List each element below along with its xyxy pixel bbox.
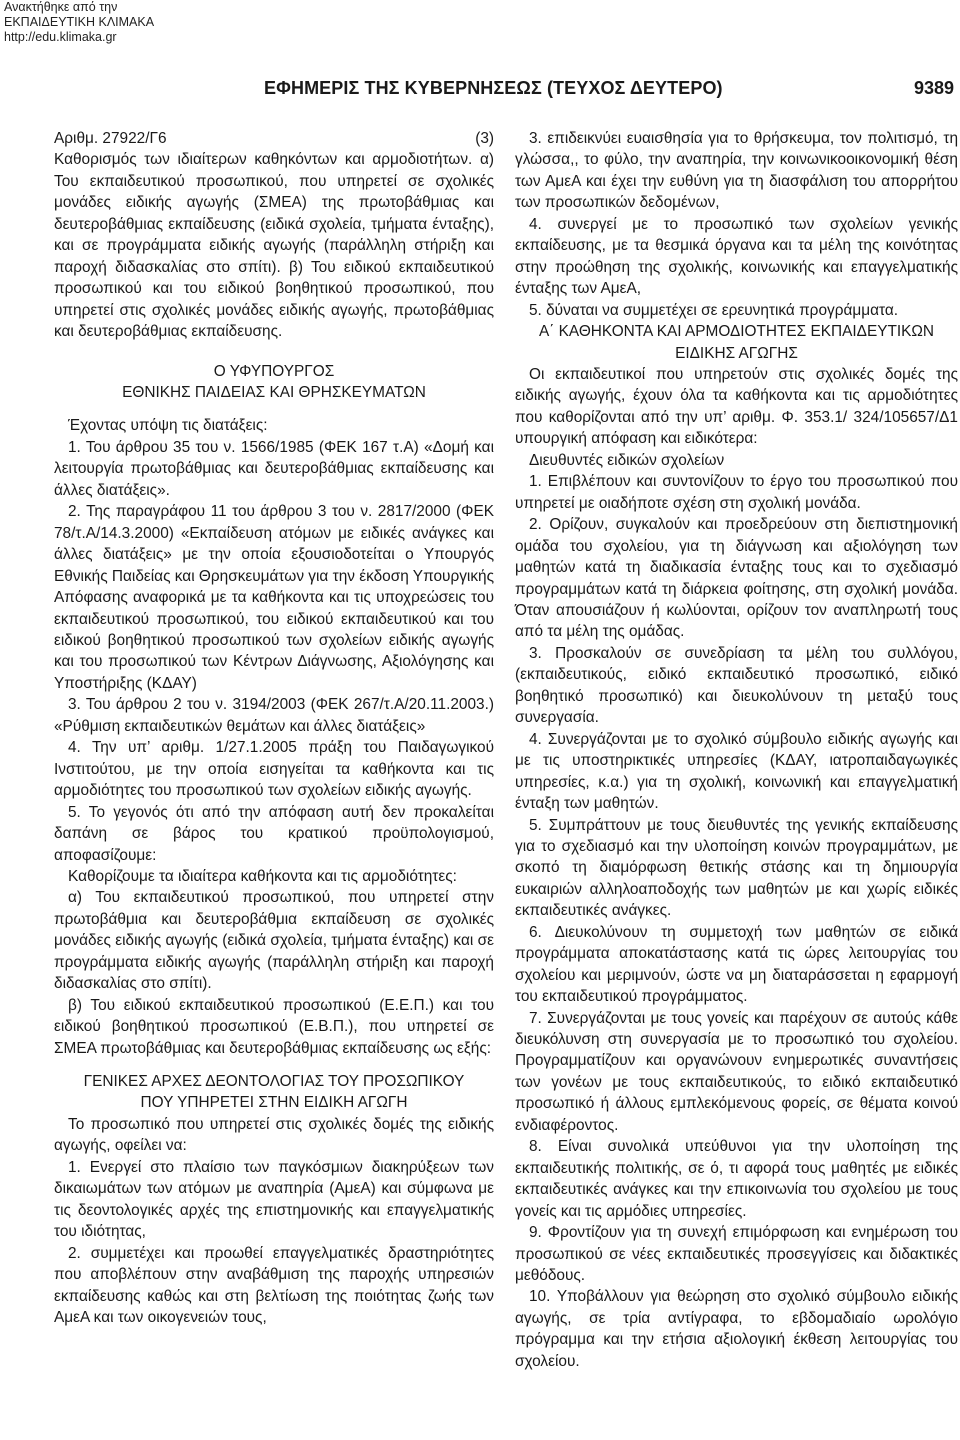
section-a-intro: Οι εκπαιδευτικοί που υπηρετούν στις σχολικές δομές της ειδικής αγωγής, έχουν όλα τα καθήκοντα και τις αρμοδιότητες που καθορίζονται από την υπ’ αριθμ. Φ. 353.1/ 324/105657/Δ1 υπουργική απόφαση και ειδικότερα: xyxy=(515,365,958,448)
director-duty-9: 9. Φροντίζουν για τη συνεχή επιμόρφωση και ενημέρωση του προσωπικού σε νέες εκπαιδευτικές προσεγγίσεις και διδακτικές μεθόδους. xyxy=(515,1224,958,1285)
general-principles-heading-2: ΠΟΥ ΥΠΗΡΕΤΕΙ ΣΤΗΝ ΕΙΔΙΚΗ ΑΓΩΓΗ xyxy=(140,1094,408,1112)
director-duty-8: 8. Είναι συνολικά υπεύθυνοι για την υλοποίηση της εκπαιδευτικής πολιτικής, σε ό, τι αφορά τους μαθητές με ειδικές εκπαιδευτικές ανάγκες και την επικοινωνία του σχολείου με τους γονείς και τις αρμόδιες υπηρεσίες. xyxy=(515,1138,958,1220)
director-duty-6: 6. Διευκολύνουν τη συμμετοχή των μαθητών σε ειδικά προγράμματα αποκατάστασης κατά τις ώρες λειτουργίας του σχολείου και μεριμνούν, ώστε να μη διαταράσσεται η εφαρμογή του εκπαιδευτικού προγράμματος. xyxy=(515,923,958,1006)
director-duty-4: 4. Συνεργάζονται με το σχολικό σύμβουλο ειδικής αγωγής και με τις υποστηρικτικές υπηρεσίες (ΚΔΑΥ, ιατροπαιδαγωγικές υπηρεσίες, κ.α.) για τη σχολική, κοινωνική και επαγγελματική ένταξη των μαθητών. xyxy=(515,730,958,813)
general-principles-heading-1: ΓΕΝΙΚΕΣ ΑΡΧΕΣ ΔΕΟΝΤΟΛΟΓΙΑΣ ΤΟΥ ΠΡΟΣΩΠΙΚΟΥ xyxy=(83,1073,465,1091)
director-duty-1: 1. Επιβλέπουν και συντονίζουν το έργο του προσωπικού που υπηρετεί με οιαδήποτε σχέση στη σχολική μονάδα. xyxy=(515,473,958,512)
source-line-1: Ανακτήθηκε από την xyxy=(4,0,118,14)
director-duty-10: 10. Υποβάλλουν για θεώρηση στο σχολικό σύμβουλο ειδικής αγωγής, σε τρία αντίγραφα, το εβδομαδιαίο ωρολόγιο πρόγραμμα και την ετήσια αξιολογική έκθεση λειτουργίας του σχολείου. xyxy=(515,1288,958,1370)
director-duty-7: 7. Συνεργάζονται με τους γονείς και παρέχουν σε αυτούς κάθε διευκόλυνση στη συνεργασία με το προσωπικό του σχολείου. Προγραμματίζουν και οργανώνουν ενημερωτικές συναντήσεις των γονέων με τους εκπαιδευτικούς, το ειδικό εκπαιδευτικό προσωπικό ή άλλους εμπλεκόμενους φορείς, σε θέματα κοινού ενδιαφέροντος. xyxy=(515,1009,958,1134)
duty-item-5: 5. δύναται να συμμετέχει σε ερευνητικά προγράμματα. xyxy=(529,301,899,319)
define-intro: Καθορίζουμε τα ιδιαίτερα καθήκοντα και τις αρμοδιότητες: xyxy=(68,867,457,885)
decision-subject: Καθορισμός των ιδιαίτερων καθηκόντων και αρμοδιοτήτων. α) Του εκπαιδευτικού προσωπικού, που υπηρετεί σε σχολικές μονάδες ειδικής αγωγής (ΣΜΕΑ) της πρωτοβάθμιας και δευτεροβάθμιας εκπαίδευσης (ειδικά σχολεία, τμήματα ένταξης), και σε προγράμματα ειδικής αγωγής (παράλληλη στήριξη και παροχή διδασκαλίας στο σπίτι). β) Του ειδικού εκπαιδευτικού προσωπικού και του ειδικού βοηθητικού προσωπικού, που υπηρετεί στις σχολικές μονάδες ειδικής αγωγής, πρωτοβάθμιας και δευτεροβάθμιας εκπαίδευσης. xyxy=(54,151,494,341)
duty-item-1: 1. Ενεργεί στο πλαίσιο των παγκόσμιων διακηρύξεων των δικαιωμάτων των ατόμων με αναπηρία (ΑμεΑ) και σύμφωνα με τις δεοντολογικές αρχές της επιστημονικής και επαγγελματικής του ιδιότητας, xyxy=(54,1158,494,1241)
right-column xyxy=(515,128,958,1372)
section-a-heading-1: Α΄ ΚΑΘΗΚΟΝΤΑ ΚΑΙ ΑΡΜΟΔΙΟΤΗΤΕΣ ΕΚΠΑΙΔΕΥΤΙΚΩΝ xyxy=(538,323,935,341)
decision-tag: (3) xyxy=(475,130,494,147)
director-duty-3: 3. Προσκαλούν σε συνεδρίαση τα μέλη του συλλόγου, (εκπαιδευτικούς, ειδικό εκπαιδευτικό προσωπικό, ειδικό βοηθητικό προσωπικό) και διευκολύνουν τη μεταξύ τους συνεργασία. xyxy=(515,644,958,727)
source-line-2: ΕΚΠΑΙΔΕΥΤΙΚΗ ΚΛΙΜΑΚΑ xyxy=(4,15,155,29)
authority-title: Ο ΥΦΥΠΟΥΡΓΟΣ xyxy=(213,362,335,380)
duty-item-2: 2. συμμετέχει και προωθεί επαγγελματικές δραστηριότητες που αποβλέπουν στην αναβάθμιση της παροχής υπηρεσιών εκπαίδευσης καθώς και στη βελτίωση της ποιότητας ζωής των ΑμεΑ και των οικογενειών τους, xyxy=(54,1244,494,1327)
considering-item-3: 3. Του άρθρου 2 του ν. 3194/2003 (ΦΕΚ 267/τ.Α/20.11.2003.) «Ρύθμιση εκπαιδευτικών θεμάτων και άλλες διατάξεις» xyxy=(54,696,494,735)
section-a-heading-2: ΕΙΔΙΚΗΣ ΑΓΩΓΗΣ xyxy=(675,344,798,362)
director-duty-5: 5. Συμπράττουν με τους διευθυντές της γενικής εκπαίδευσης για το σχεδιασμό και την υλοποίηση κοινών προγραμμάτων, με σκοπό τη διαμόρφωση θετικής στάσης και τη δημιουργία ευκαιριών αλληλοαποδοχής των μαθητών με και χωρίς ειδικές εκπαιδευτικές ανάγκες. xyxy=(515,816,958,920)
considering-intro: Έχοντας υπόψη τις διατάξεις: xyxy=(68,417,268,435)
directors-heading: Διευθυντές ειδικών σχολείων xyxy=(529,451,725,469)
source-url-link[interactable]: http://edu.klimaka.gr xyxy=(4,30,117,44)
considering-item-1: 1. Του άρθρου 35 του ν. 1566/1985 (ΦΕΚ 167 τ.Α) «Δομή και λειτουργία πρωτοβάθμιας και δευτεροβάθμιας εκπαίδευσης και άλλες διατάξεις». xyxy=(54,438,494,499)
decision-number: Αριθμ. 27922/Γ6 xyxy=(54,130,167,147)
duty-item-4: 4. συνεργεί με το προσωπικό των σχολείων γενικής εκπαίδευσης, με τα θεσμικά όργανα και τα μέλη της κοινότητας στην προώθηση της σχολικής, κοινωνικής και επαγγελματικής ένταξης των ΑμεΑ, xyxy=(515,215,958,298)
left-column xyxy=(54,128,494,1328)
duty-item-3: 3. επιδεικνύει ευαισθησία για το θρήσκευμα, τον πολιτισμό, τη γλώσσα,, το φύλο, την αναπηρία, την κοινωνικοοικονομική θέση των ΑμεΑ και έχει την ευθύνη για τη διασφάλιση του απορρήτου των προσωπικών δεδομένων, xyxy=(515,130,958,212)
gazette-title: ΕΦΗΜΕΡΙΣ ΤΗΣ ΚΥΒΕΡΝΗΣΕΩΣ (ΤΕΥΧΟΣ ΔΕΥΤΕΡΟ) xyxy=(264,78,723,98)
director-duty-2: 2. Ορίζουν, συγκαλούν και προεδρεύουν στη διεπιστημονική ομάδα του σχολείου, για τη διάγνωση και αξιολόγηση των μαθητών κατά τη διαδικασία ένταξης τους και το σχεδιασμό προγραμμάτων κατά τη διάρκεια φοίτησης, στη σχολική μονάδα. Όταν απουσιάζουν ή κωλύονται, ορίζουν τον αναπληρωτή τους από τα μέλη της ομάδας. xyxy=(515,516,958,641)
considering-item-5: 5. Το γεγονός ότι από την απόφαση αυτή δεν προκαλείται δαπάνη σε βάρος του κρατικού προϋπολογισμού, αποφασίζουμε: xyxy=(54,803,494,864)
source-watermark xyxy=(4,0,154,45)
considering-item-2: 2. Της παραγράφου 11 του άρθρου 3 του ν. 2817/2000 (ΦΕΚ 78/τ.Α/14.3.2000) «Εκπαίδευση ατόμων με ειδικές ανάγκες και άλλες διατάξεις» με την οποία εξουσιοδοτείται ο Υπουργός Εθνικής Παιδείας και Θρησκευμάτων για την έκδοση Υπουργικής Απόφασης αναφορικά με τα καθήκοντα και τις υποχρεώσεις του εκπαιδευτικού προσωπικού, του ειδικού εκπαιδευτικού και του ειδικού βοηθητικού προσωπικού των σχολείων ειδικής αγωγής και του προσωπικού των Κέντρων Διάγνωσης, Αξιολόγησης και Υποστήριξης (ΚΔΑΥ) xyxy=(54,503,494,692)
paragraph-b: β) Του ειδικού εκπαιδευτικού προσωπικού (Ε.Ε.Π.) και του ειδικού βοηθητικού προσωπικού (Ε.Β.Π.), που υπηρετεί σε ΣΜΕΑ πρωτοβάθμιας και δευτεροβάθμιας εκπαίδευσης ως εξής: xyxy=(54,996,494,1057)
page-header xyxy=(0,78,960,102)
considering-item-4: 4. Την υπ’ αριθμ. 1/27.1.2005 πράξη του Παιδαγωγικού Ινστιτούτου, με την οποία εισηγείται τα καθήκοντα και τις αρμοδιότητες του προσωπικού των σχολείων ειδικής αγωγής. xyxy=(54,739,494,800)
authority-ministry: ΕΘΝΙΚΗΣ ΠΑΙΔΕΙΑΣ ΚΑΙ ΘΡΗΣΚΕΥΜΑΤΩΝ xyxy=(122,383,426,401)
general-principles-intro: Το προσωπικό που υπηρετεί στις σχολικές δομές της ειδικής αγωγής, οφείλει να: xyxy=(54,1115,494,1155)
decision-ref-row xyxy=(54,128,494,149)
paragraph-a: α) Του εκπαιδευτικού προσωπικού, που υπηρετεί στην πρωτοβάθμια και δευτεροβάθμια εκπαίδευση σε σχολικές μονάδες ειδικής αγωγής (ειδικά σχολεία, τμήματα ένταξης) και σε προγράμματα ειδικής αγωγής (παράλληλη στήριξη και παροχή διδασκαλίας στο σπίτι). xyxy=(54,889,494,993)
page-number: 9389 xyxy=(913,78,954,98)
